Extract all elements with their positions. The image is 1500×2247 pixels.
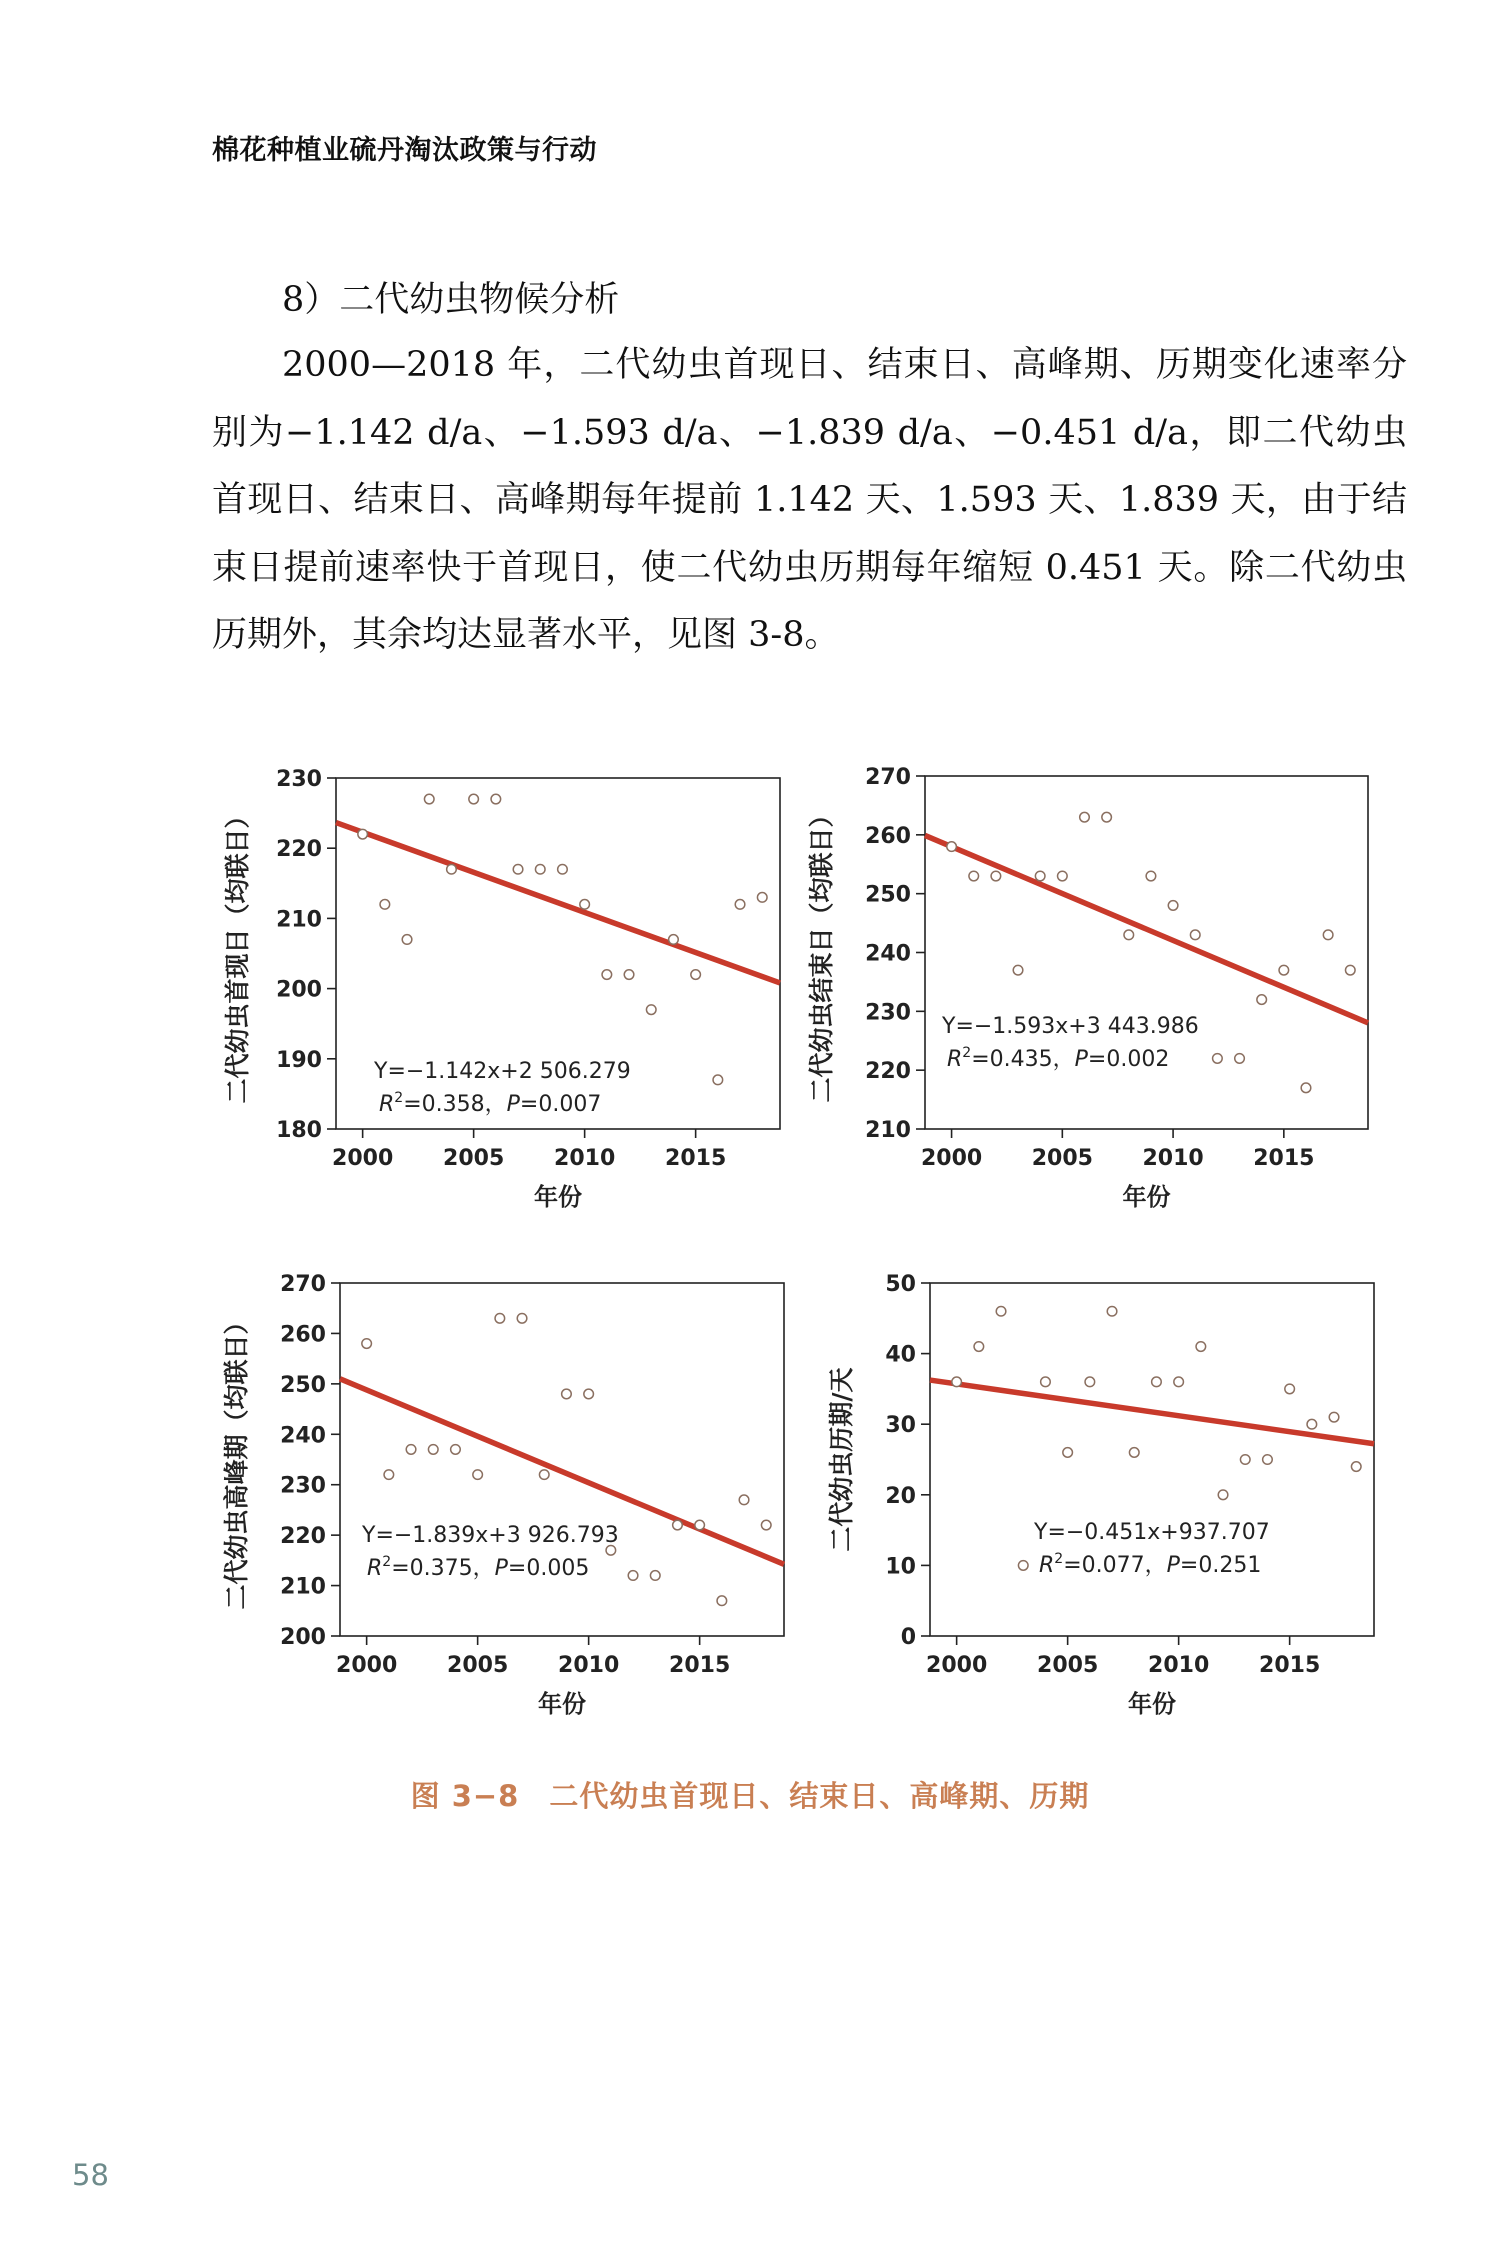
data-point bbox=[1168, 901, 1178, 911]
data-point bbox=[695, 1520, 705, 1530]
data-point bbox=[428, 1445, 438, 1455]
chart-panel-1 bbox=[223, 767, 780, 1211]
trend-line bbox=[930, 1380, 1374, 1444]
data-point bbox=[1279, 965, 1289, 975]
data-point bbox=[991, 871, 1001, 881]
data-point bbox=[1035, 871, 1045, 881]
x-axis-label: 年份 bbox=[538, 1690, 586, 1718]
data-point bbox=[1307, 1419, 1317, 1429]
x-tick-label: 2010 bbox=[1148, 1653, 1210, 1678]
y-tick-label: 50 bbox=[885, 1272, 916, 1297]
data-point bbox=[358, 829, 368, 839]
y-tick-label: 270 bbox=[280, 1272, 326, 1297]
x-tick-label: 2010 bbox=[1142, 1146, 1204, 1171]
y-tick-label: 220 bbox=[280, 1524, 326, 1550]
data-point bbox=[691, 970, 701, 980]
x-tick-label: 2015 bbox=[669, 1653, 731, 1678]
x-tick-label: 2010 bbox=[554, 1146, 616, 1171]
data-point bbox=[974, 1342, 984, 1352]
y-tick-label: 250 bbox=[280, 1372, 326, 1398]
data-point bbox=[1196, 1342, 1206, 1352]
data-point bbox=[1129, 1448, 1139, 1458]
data-point bbox=[580, 900, 590, 910]
data-point bbox=[628, 1571, 638, 1581]
data-point bbox=[646, 1005, 656, 1015]
data-point bbox=[495, 1314, 505, 1324]
chart-panel-4 bbox=[827, 1272, 1374, 1718]
data-point bbox=[513, 864, 523, 874]
x-tick-label: 2000 bbox=[332, 1146, 394, 1171]
data-point bbox=[1285, 1384, 1295, 1394]
data-point bbox=[1174, 1377, 1184, 1387]
data-point bbox=[1107, 1306, 1117, 1316]
data-point bbox=[969, 871, 979, 881]
data-point bbox=[562, 1389, 572, 1399]
data-point bbox=[535, 864, 545, 874]
y-tick-label: 210 bbox=[865, 1118, 911, 1143]
y-tick-label: 40 bbox=[885, 1342, 916, 1368]
trend-line bbox=[336, 823, 780, 983]
regression-equation: Y=−1.142x+2 506.279 bbox=[374, 1059, 631, 1084]
data-point bbox=[1018, 1561, 1028, 1571]
data-point bbox=[739, 1495, 749, 1505]
y-axis-label: 二代幼虫高峰期（均联日） bbox=[222, 1309, 251, 1610]
data-point bbox=[669, 935, 679, 945]
y-axis-label: 二代幼虫结束日（均联日） bbox=[807, 802, 836, 1103]
data-point bbox=[362, 1339, 372, 1349]
data-point bbox=[1345, 965, 1355, 975]
data-point bbox=[447, 864, 457, 874]
data-point bbox=[1013, 965, 1023, 975]
data-point bbox=[402, 935, 412, 945]
data-point bbox=[1218, 1490, 1228, 1500]
y-tick-label: 20 bbox=[885, 1483, 916, 1509]
x-axis-label: 年份 bbox=[1128, 1690, 1176, 1718]
y-tick-label: 270 bbox=[865, 765, 911, 790]
data-point bbox=[1240, 1455, 1250, 1465]
data-point bbox=[650, 1571, 660, 1581]
data-point bbox=[1124, 930, 1134, 940]
data-point bbox=[761, 1520, 771, 1530]
regression-stats: $R^2=0.077$，P=0.251 bbox=[1039, 1551, 1262, 1578]
data-point bbox=[735, 900, 745, 910]
y-tick-label: 190 bbox=[276, 1047, 322, 1073]
x-tick-label: 2005 bbox=[447, 1653, 509, 1678]
data-point bbox=[1058, 871, 1068, 881]
x-tick-label: 2005 bbox=[1031, 1146, 1093, 1171]
data-point bbox=[473, 1470, 483, 1480]
data-point bbox=[406, 1445, 416, 1455]
data-point bbox=[1235, 1054, 1245, 1064]
y-tick-label: 230 bbox=[280, 1473, 326, 1499]
data-point bbox=[380, 900, 390, 910]
y-axis-label: 二代幼虫首现日（均联日） bbox=[223, 803, 252, 1104]
y-tick-label: 210 bbox=[280, 1574, 326, 1600]
data-point bbox=[602, 970, 612, 980]
x-tick-label: 2000 bbox=[926, 1653, 988, 1678]
y-tick-label: 230 bbox=[865, 1000, 911, 1026]
data-point bbox=[539, 1470, 549, 1480]
chart-panel-2 bbox=[807, 765, 1368, 1211]
data-point bbox=[717, 1596, 727, 1606]
data-point bbox=[584, 1389, 594, 1399]
x-tick-label: 2010 bbox=[558, 1653, 620, 1678]
x-tick-label: 2005 bbox=[443, 1146, 505, 1171]
x-tick-label: 2015 bbox=[665, 1146, 727, 1171]
data-point bbox=[952, 1377, 962, 1387]
section-heading: 8）二代幼虫物候分析 bbox=[282, 280, 620, 320]
y-tick-label: 240 bbox=[865, 941, 911, 967]
y-tick-label: 200 bbox=[280, 1625, 326, 1650]
data-point bbox=[1041, 1377, 1051, 1387]
figure-title: 二代幼虫首现日、结束日、高峰期、历期 bbox=[549, 1779, 1090, 1813]
trend-line bbox=[925, 835, 1368, 1022]
data-point bbox=[713, 1075, 723, 1085]
data-point bbox=[558, 864, 568, 874]
regression-stats: $R^2=0.358$，P=0.007 bbox=[379, 1090, 602, 1117]
data-point bbox=[517, 1314, 527, 1324]
data-point bbox=[1152, 1377, 1162, 1387]
y-tick-label: 220 bbox=[276, 837, 322, 863]
x-tick-label: 2015 bbox=[1253, 1146, 1315, 1171]
data-point bbox=[757, 893, 767, 903]
data-point bbox=[1263, 1455, 1273, 1465]
data-point bbox=[491, 794, 501, 804]
y-tick-label: 230 bbox=[276, 767, 322, 792]
y-tick-label: 260 bbox=[280, 1322, 326, 1348]
data-point bbox=[673, 1520, 683, 1530]
x-axis-label: 年份 bbox=[1122, 1183, 1171, 1211]
data-point bbox=[1190, 930, 1200, 940]
y-tick-label: 220 bbox=[865, 1059, 911, 1085]
plot-frame bbox=[930, 1283, 1374, 1636]
regression-stats: $R^2=0.435$，P=0.002 bbox=[947, 1045, 1170, 1072]
regression-stats: $R^2=0.375$，P=0.005 bbox=[367, 1554, 590, 1581]
x-axis-label: 年份 bbox=[534, 1183, 582, 1211]
y-tick-label: 260 bbox=[865, 823, 911, 849]
x-tick-label: 2015 bbox=[1259, 1653, 1321, 1678]
data-point bbox=[1329, 1412, 1339, 1422]
figure-caption bbox=[0, 1774, 1500, 1815]
data-point bbox=[424, 794, 434, 804]
data-point bbox=[624, 970, 634, 980]
data-point bbox=[1080, 812, 1090, 822]
x-tick-label: 2000 bbox=[920, 1146, 983, 1171]
x-tick-label: 2005 bbox=[1037, 1653, 1099, 1678]
running-head: 棉花种植业硫丹淘汰政策与行动 bbox=[212, 135, 597, 166]
data-point bbox=[451, 1445, 461, 1455]
data-point bbox=[469, 794, 479, 804]
data-point bbox=[1257, 995, 1267, 1005]
body-paragraph: 2000—2018 年，二代幼虫首现日、结束日、高峰期、历期变化速率分别为−1.142 d/a、−1.593 d/a、−1.839 d/a、−0.451 d/a，即二代幼虫首现日、结束日、高峰期每年提前 1.142 天、1.593 天、1.839 天，由于结束日提前速率快于首现日，使二代幼虫历期每年缩短 0.451 天。除二代幼虫历期外，其余均达显著水平，见图 3-8。 bbox=[212, 345, 1407, 655]
x-tick-label: 2000 bbox=[336, 1653, 398, 1678]
y-tick-label: 10 bbox=[885, 1554, 916, 1580]
figure-number: 图 3−8 bbox=[410, 1779, 520, 1813]
chart-panel-3 bbox=[222, 1272, 784, 1718]
y-tick-label: 30 bbox=[885, 1413, 916, 1439]
y-tick-label: 180 bbox=[276, 1118, 322, 1143]
data-point bbox=[1146, 871, 1156, 881]
y-tick-label: 0 bbox=[900, 1625, 916, 1650]
regression-equation: Y=−1.593x+3 443.986 bbox=[942, 1014, 1199, 1039]
data-point bbox=[1323, 930, 1333, 940]
data-point bbox=[996, 1306, 1006, 1316]
data-point bbox=[1301, 1083, 1311, 1093]
regression-equation: Y=−1.839x+3 926.793 bbox=[362, 1523, 619, 1548]
data-point bbox=[1351, 1462, 1361, 1472]
data-point bbox=[1063, 1448, 1073, 1458]
y-tick-label: 250 bbox=[865, 882, 911, 908]
data-point bbox=[1213, 1054, 1223, 1064]
data-point bbox=[1085, 1377, 1095, 1387]
y-tick-label: 240 bbox=[280, 1423, 326, 1449]
data-point bbox=[384, 1470, 394, 1480]
data-point bbox=[947, 842, 957, 852]
plot-frame bbox=[925, 776, 1368, 1129]
page-number: 58 bbox=[72, 2158, 109, 2192]
y-tick-label: 210 bbox=[276, 907, 322, 933]
y-tick-label: 200 bbox=[276, 977, 322, 1003]
regression-equation: Y=−0.451x+937.707 bbox=[1034, 1520, 1270, 1545]
y-axis-label: 二代幼虫历期/天 bbox=[827, 1367, 856, 1552]
plot-frame bbox=[340, 1283, 784, 1636]
data-point bbox=[1102, 812, 1112, 822]
